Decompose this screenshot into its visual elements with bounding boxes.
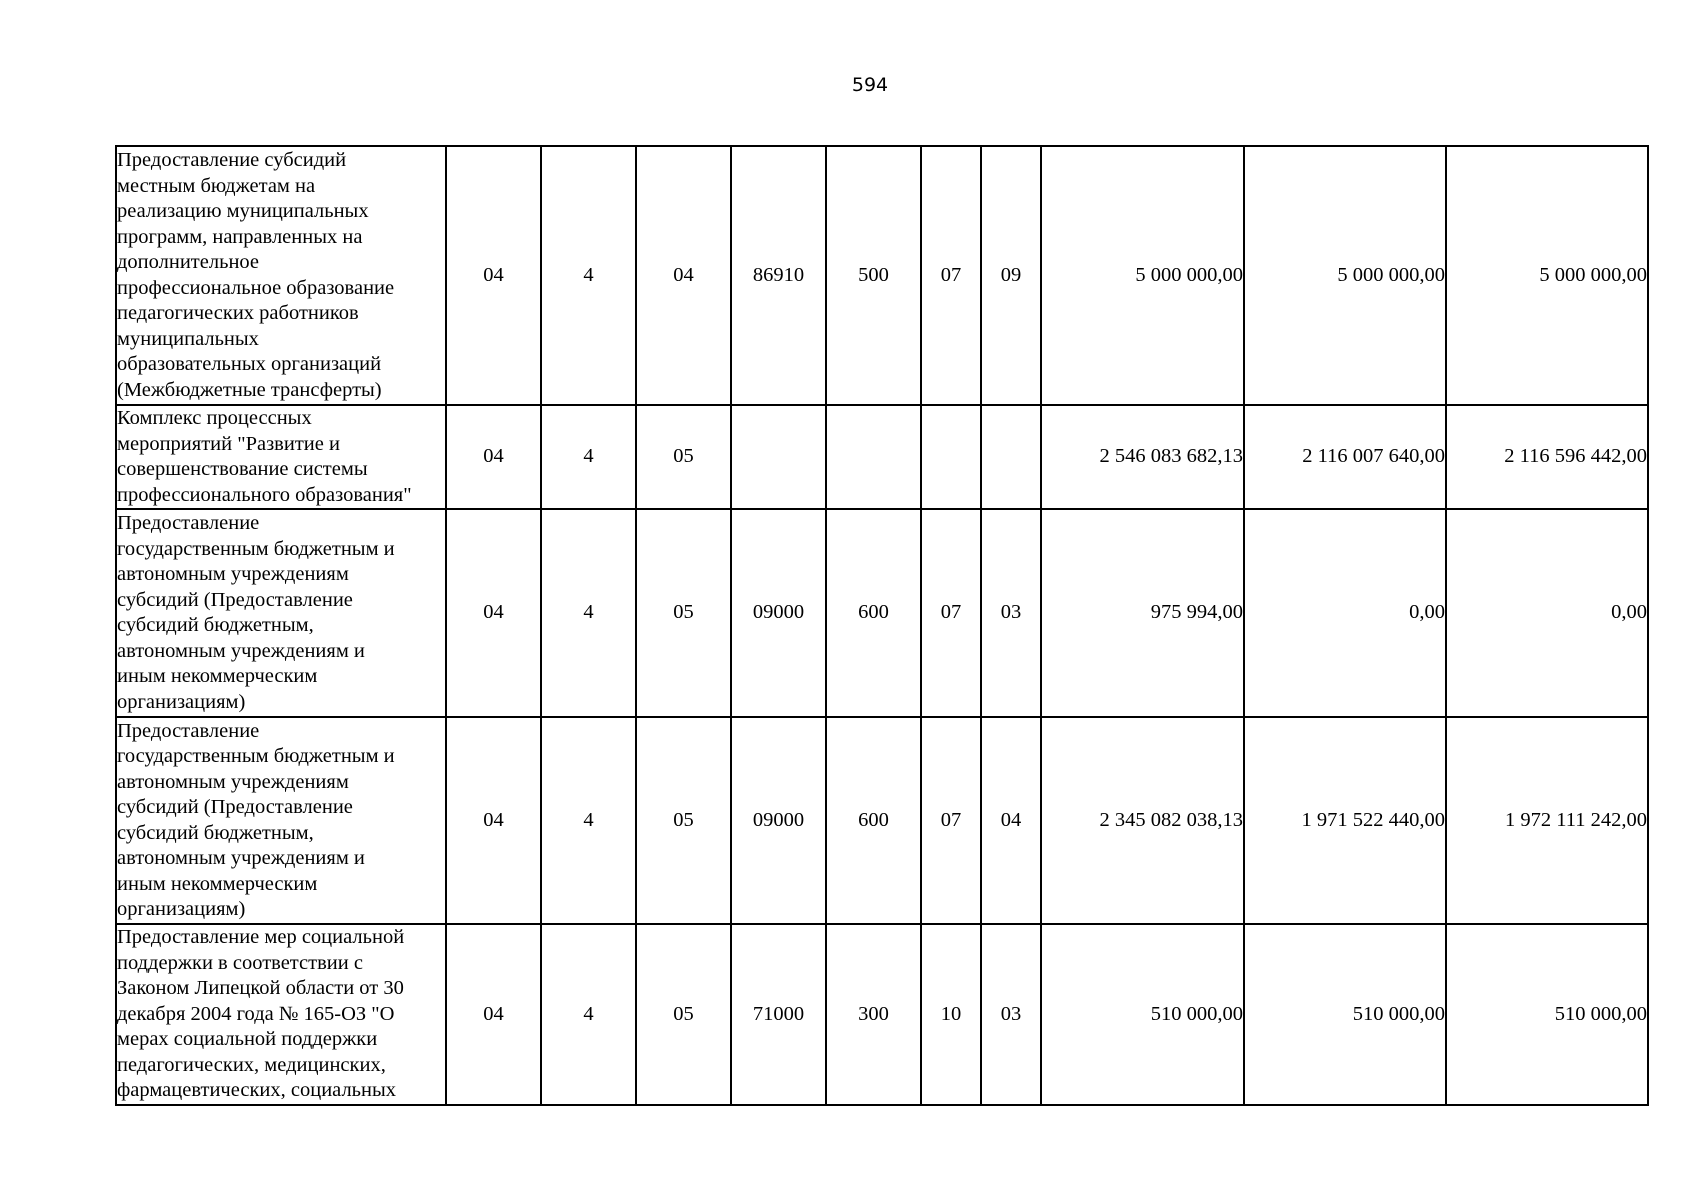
description-line: субсидий бюджетным, — [117, 821, 314, 844]
row-description — [116, 146, 446, 405]
description-line: местным бюджетам на — [117, 174, 316, 197]
table-row — [116, 509, 1648, 717]
expense-type-code: 600 — [826, 509, 921, 717]
amount-year-1: 510 000,00 — [1041, 924, 1244, 1105]
description-line: организациям) — [117, 898, 246, 920]
description-line: педагогических, медицинских, — [117, 1053, 386, 1076]
description-line: субсидий (Предоставление — [117, 588, 353, 611]
description-line: субсидий бюджетным, — [117, 614, 314, 636]
amount-year-3: 2 116 596 442,00 — [1446, 405, 1648, 509]
description-line: иным некоммерческим — [117, 872, 318, 895]
amount-year-3: 1 972 111 242,00 — [1446, 717, 1648, 924]
description-line: образовательных организаций — [117, 353, 382, 375]
amount-year-1: 2 345 082 038,13 — [1041, 717, 1244, 924]
complex-code: 05 — [636, 924, 731, 1105]
description-line: мерах социальной поддержки — [117, 1028, 378, 1051]
amount-year-2: 2 116 007 640,00 — [1244, 405, 1446, 509]
description-line: декабря 2004 года № 165-ОЗ "О — [117, 1002, 395, 1025]
section-code: 10 — [921, 924, 981, 1105]
expense-type-code — [826, 405, 921, 509]
row-description — [116, 405, 446, 509]
table-row — [116, 717, 1648, 924]
description-line: реализацию муниципальных — [117, 200, 369, 222]
amount-year-1: 975 994,00 — [1041, 509, 1244, 717]
description-line: субсидий (Предоставление — [117, 796, 353, 818]
subsection-code: 04 — [981, 717, 1041, 924]
amount-year-2: 0,00 — [1244, 509, 1446, 717]
description-line: государственным бюджетным и — [117, 745, 395, 767]
description-line: совершенствование системы — [117, 458, 368, 480]
budget-table — [115, 145, 1649, 1106]
description-line: муниципальных — [117, 327, 259, 350]
row-description — [116, 924, 446, 1105]
row-description — [116, 509, 446, 717]
description-line: автономным учреждениям и — [117, 847, 365, 869]
description-line: Предоставление — [117, 512, 260, 534]
description-line: программ, направленных на — [117, 225, 363, 248]
description-line: Комплекс процессных — [117, 407, 312, 429]
expense-type-code: 600 — [826, 717, 921, 924]
description-line: профессиональное образование — [117, 276, 395, 299]
table-row — [116, 146, 1648, 405]
description-line: Предоставление — [117, 719, 260, 742]
section-code: 07 — [921, 717, 981, 924]
description-line: автономным учреждениям и — [117, 639, 365, 662]
complex-code: 05 — [636, 509, 731, 717]
direction-code — [731, 405, 826, 509]
direction-code: 71000 — [731, 924, 826, 1105]
description-line: поддержки в соответствии с — [117, 951, 363, 974]
amount-year-3: 5 000 000,00 — [1446, 146, 1648, 405]
program-code: 04 — [446, 717, 541, 924]
description-line: автономным учреждениям — [117, 770, 349, 793]
description-line: государственным бюджетным и — [117, 537, 395, 560]
amount-year-2: 510 000,00 — [1244, 924, 1446, 1105]
direction-code: 09000 — [731, 509, 826, 717]
amount-year-1: 2 546 083 682,13 — [1041, 405, 1244, 509]
subprogram-code: 4 — [541, 509, 636, 717]
description-line: автономным учреждениям — [117, 563, 349, 585]
description-line: мероприятий "Развитие и — [117, 432, 340, 455]
subsection-code: 03 — [981, 924, 1041, 1105]
complex-code: 04 — [636, 146, 731, 405]
program-code: 04 — [446, 924, 541, 1105]
amount-year-3: 510 000,00 — [1446, 924, 1648, 1105]
program-code: 04 — [446, 509, 541, 717]
description-line: Предоставление субсидий — [117, 149, 347, 171]
subsection-code — [981, 405, 1041, 509]
complex-code: 05 — [636, 717, 731, 924]
subsection-code: 09 — [981, 146, 1041, 405]
expense-type-code: 300 — [826, 924, 921, 1105]
program-code: 04 — [446, 405, 541, 509]
expense-type-code: 500 — [826, 146, 921, 405]
amount-year-2: 5 000 000,00 — [1244, 146, 1446, 405]
subprogram-code: 4 — [541, 717, 636, 924]
description-line: Законом Липецкой области от 30 — [117, 977, 404, 1000]
amount-year-1: 5 000 000,00 — [1041, 146, 1244, 405]
description-line: дополнительное — [117, 251, 260, 273]
section-code — [921, 405, 981, 509]
description-line: Предоставление мер социальной — [117, 926, 405, 949]
direction-code: 09000 — [731, 717, 826, 924]
table-row — [116, 924, 1648, 1105]
section-code: 07 — [921, 509, 981, 717]
amount-year-3: 0,00 — [1446, 509, 1648, 717]
description-line: иным некоммерческим — [117, 665, 318, 687]
subprogram-code: 4 — [541, 405, 636, 509]
description-line: организациям) — [117, 690, 246, 713]
program-code: 04 — [446, 146, 541, 405]
description-line: профессионального образования" — [117, 483, 412, 506]
complex-code: 05 — [636, 405, 731, 509]
table-row — [116, 405, 1648, 509]
row-description — [116, 717, 446, 924]
page-number: 594 — [851, 74, 889, 96]
description-line: фармацевтических, социальных — [117, 1079, 397, 1102]
subprogram-code: 4 — [541, 924, 636, 1105]
subsection-code: 03 — [981, 509, 1041, 717]
subprogram-code: 4 — [541, 146, 636, 405]
section-code: 07 — [921, 146, 981, 405]
direction-code: 86910 — [731, 146, 826, 405]
description-line: (Межбюджетные трансферты) — [117, 378, 382, 401]
description-line: педагогических работников — [117, 302, 359, 324]
amount-year-2: 1 971 522 440,00 — [1244, 717, 1446, 924]
